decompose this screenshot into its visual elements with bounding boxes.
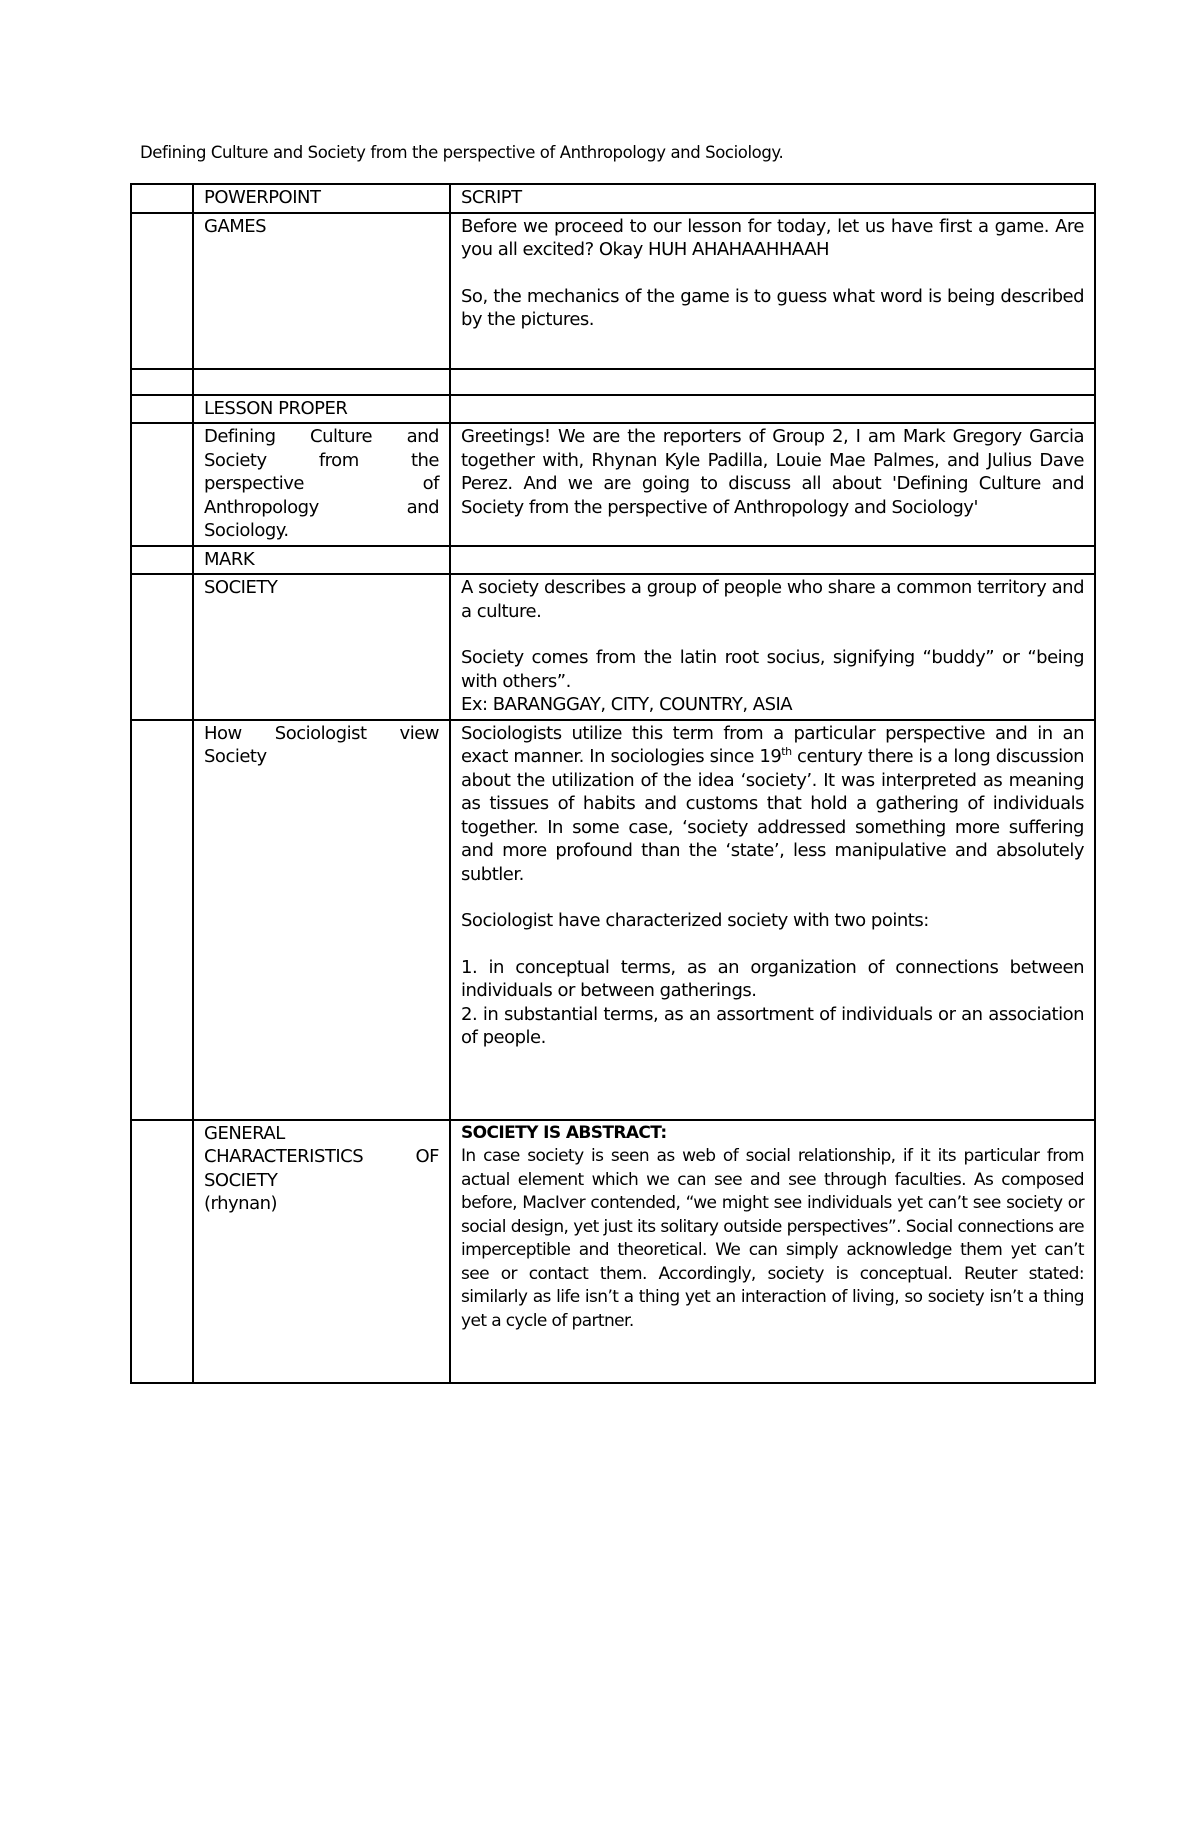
table-row-mark	[131, 546, 1095, 575]
script-sociologist	[450, 720, 1095, 1120]
script-sociologist-p4: 2. in substantial terms, as an assortment of individuals or an association of people.	[461, 1003, 1084, 1048]
script-society	[450, 574, 1095, 720]
slide-general-presenter: (rhynan)	[204, 1193, 278, 1214]
script-sociologist-p1-b: century there is a long discussion about the utilization of the idea ‘society’. It was interpreted as meaning as tissues of habits and customs that hold a gathering of individuals together. In some case, ‘society addressed something more suffering and more profound than the ‘state’, less manipulative and absolutely subtler.	[461, 746, 1085, 885]
script-society-p3: Ex: BARANGGAY, CITY, COUNTRY, ASIA	[461, 694, 793, 715]
script-games-p2: So, the mechanics of the game is to guess what word is being described by the pictures.	[461, 285, 1084, 330]
table-row-defining	[131, 423, 1095, 546]
script-table	[130, 183, 1096, 1384]
header-script: SCRIPT	[450, 184, 1095, 213]
script-sociologist-p1	[461, 722, 1084, 887]
row-number-cell	[131, 423, 193, 546]
row-number-cell	[131, 369, 193, 395]
row-number-cell	[131, 213, 193, 369]
script-sociologist-p1-sup: th	[781, 745, 792, 758]
row-number-cell	[131, 395, 193, 424]
slide-defining: Defining Culture and Society from the perspective of Anthropology and Sociology.	[193, 423, 450, 546]
table-row-empty	[131, 369, 1095, 395]
slide-general	[193, 1120, 450, 1383]
table-row-lesson-proper	[131, 395, 1095, 424]
script-general	[450, 1120, 1095, 1383]
row-number-cell	[131, 546, 193, 575]
header-powerpoint: POWERPOINT	[193, 184, 450, 213]
script-sociologist-p3: 1. in conceptual terms, as an organization of connections between individuals or between gatherings.	[461, 956, 1084, 1001]
script-games	[450, 213, 1095, 369]
script-general-heading: SOCIETY IS ABSTRACT:	[461, 1122, 667, 1143]
table-row-sociologist	[131, 720, 1095, 1120]
slide-society: SOCIETY	[193, 574, 450, 720]
slide-empty	[193, 369, 450, 395]
slide-games: GAMES	[193, 213, 450, 369]
script-general-body: In case society is seen as web of social relationship, if it its particular from actual element which we can see and see through faculties. As composed before, MacIver contended, “we might see individuals yet can’t see society or social design, yet just its solitary outside perspectives”. Social connections are imperceptible and theoretical. We can simply acknowledge them yet can’t see or contact them. Accordingly, society is conceptual. Reuter stated: similarly as life isn’t a thing yet an interaction of living, so society isn’t a thing yet a cycle of partner.	[461, 1146, 1084, 1331]
script-mark	[450, 546, 1095, 575]
slide-general-label: GENERAL CHARACTERISTICS OF SOCIETY	[204, 1122, 439, 1191]
row-number-cell	[131, 184, 193, 213]
script-games-p1: Before we proceed to our lesson for today, let us have first a game. Are you all excited? Okay HUH AHAHAAHHAAH	[461, 215, 1084, 260]
slide-lesson-proper: LESSON PROPER	[193, 395, 450, 424]
table-row-games	[131, 213, 1095, 369]
table-row-society	[131, 574, 1095, 720]
row-number-cell	[131, 1120, 193, 1383]
script-society-p1: A society describes a group of people who share a common territory and a culture.	[461, 577, 1084, 622]
script-lesson-proper	[450, 395, 1095, 424]
table-row-general	[131, 1120, 1095, 1383]
slide-sociologist: How Sociologist view Society	[193, 720, 450, 1120]
slide-mark: MARK	[193, 546, 450, 575]
script-sociologist-p2: Sociologist have characterized society with two points:	[461, 910, 929, 931]
script-sociologist-p1-a: Sociologists utilize this term from a particular perspective and in an exact manner. In sociologies since 19	[461, 722, 1084, 767]
script-defining: Greetings! We are the reporters of Group 2, I am Mark Gregory Garcia together with, Rhynan Kyle Padilla, Louie Mae Palmes, and Julius Dave Perez. And we are going to discuss all about 'Defining Culture and Society from the perspective of Anthropology and Sociology'	[450, 423, 1095, 546]
table-row-header	[131, 184, 1095, 213]
row-number-cell	[131, 574, 193, 720]
script-society-p2: Society comes from the latin root socius, signifying “buddy” or “being with others”.	[461, 647, 1084, 692]
script-empty	[450, 369, 1095, 395]
row-number-cell	[131, 720, 193, 1120]
document-title: Defining Culture and Society from the perspective of Anthropology and Sociology.	[140, 143, 784, 162]
